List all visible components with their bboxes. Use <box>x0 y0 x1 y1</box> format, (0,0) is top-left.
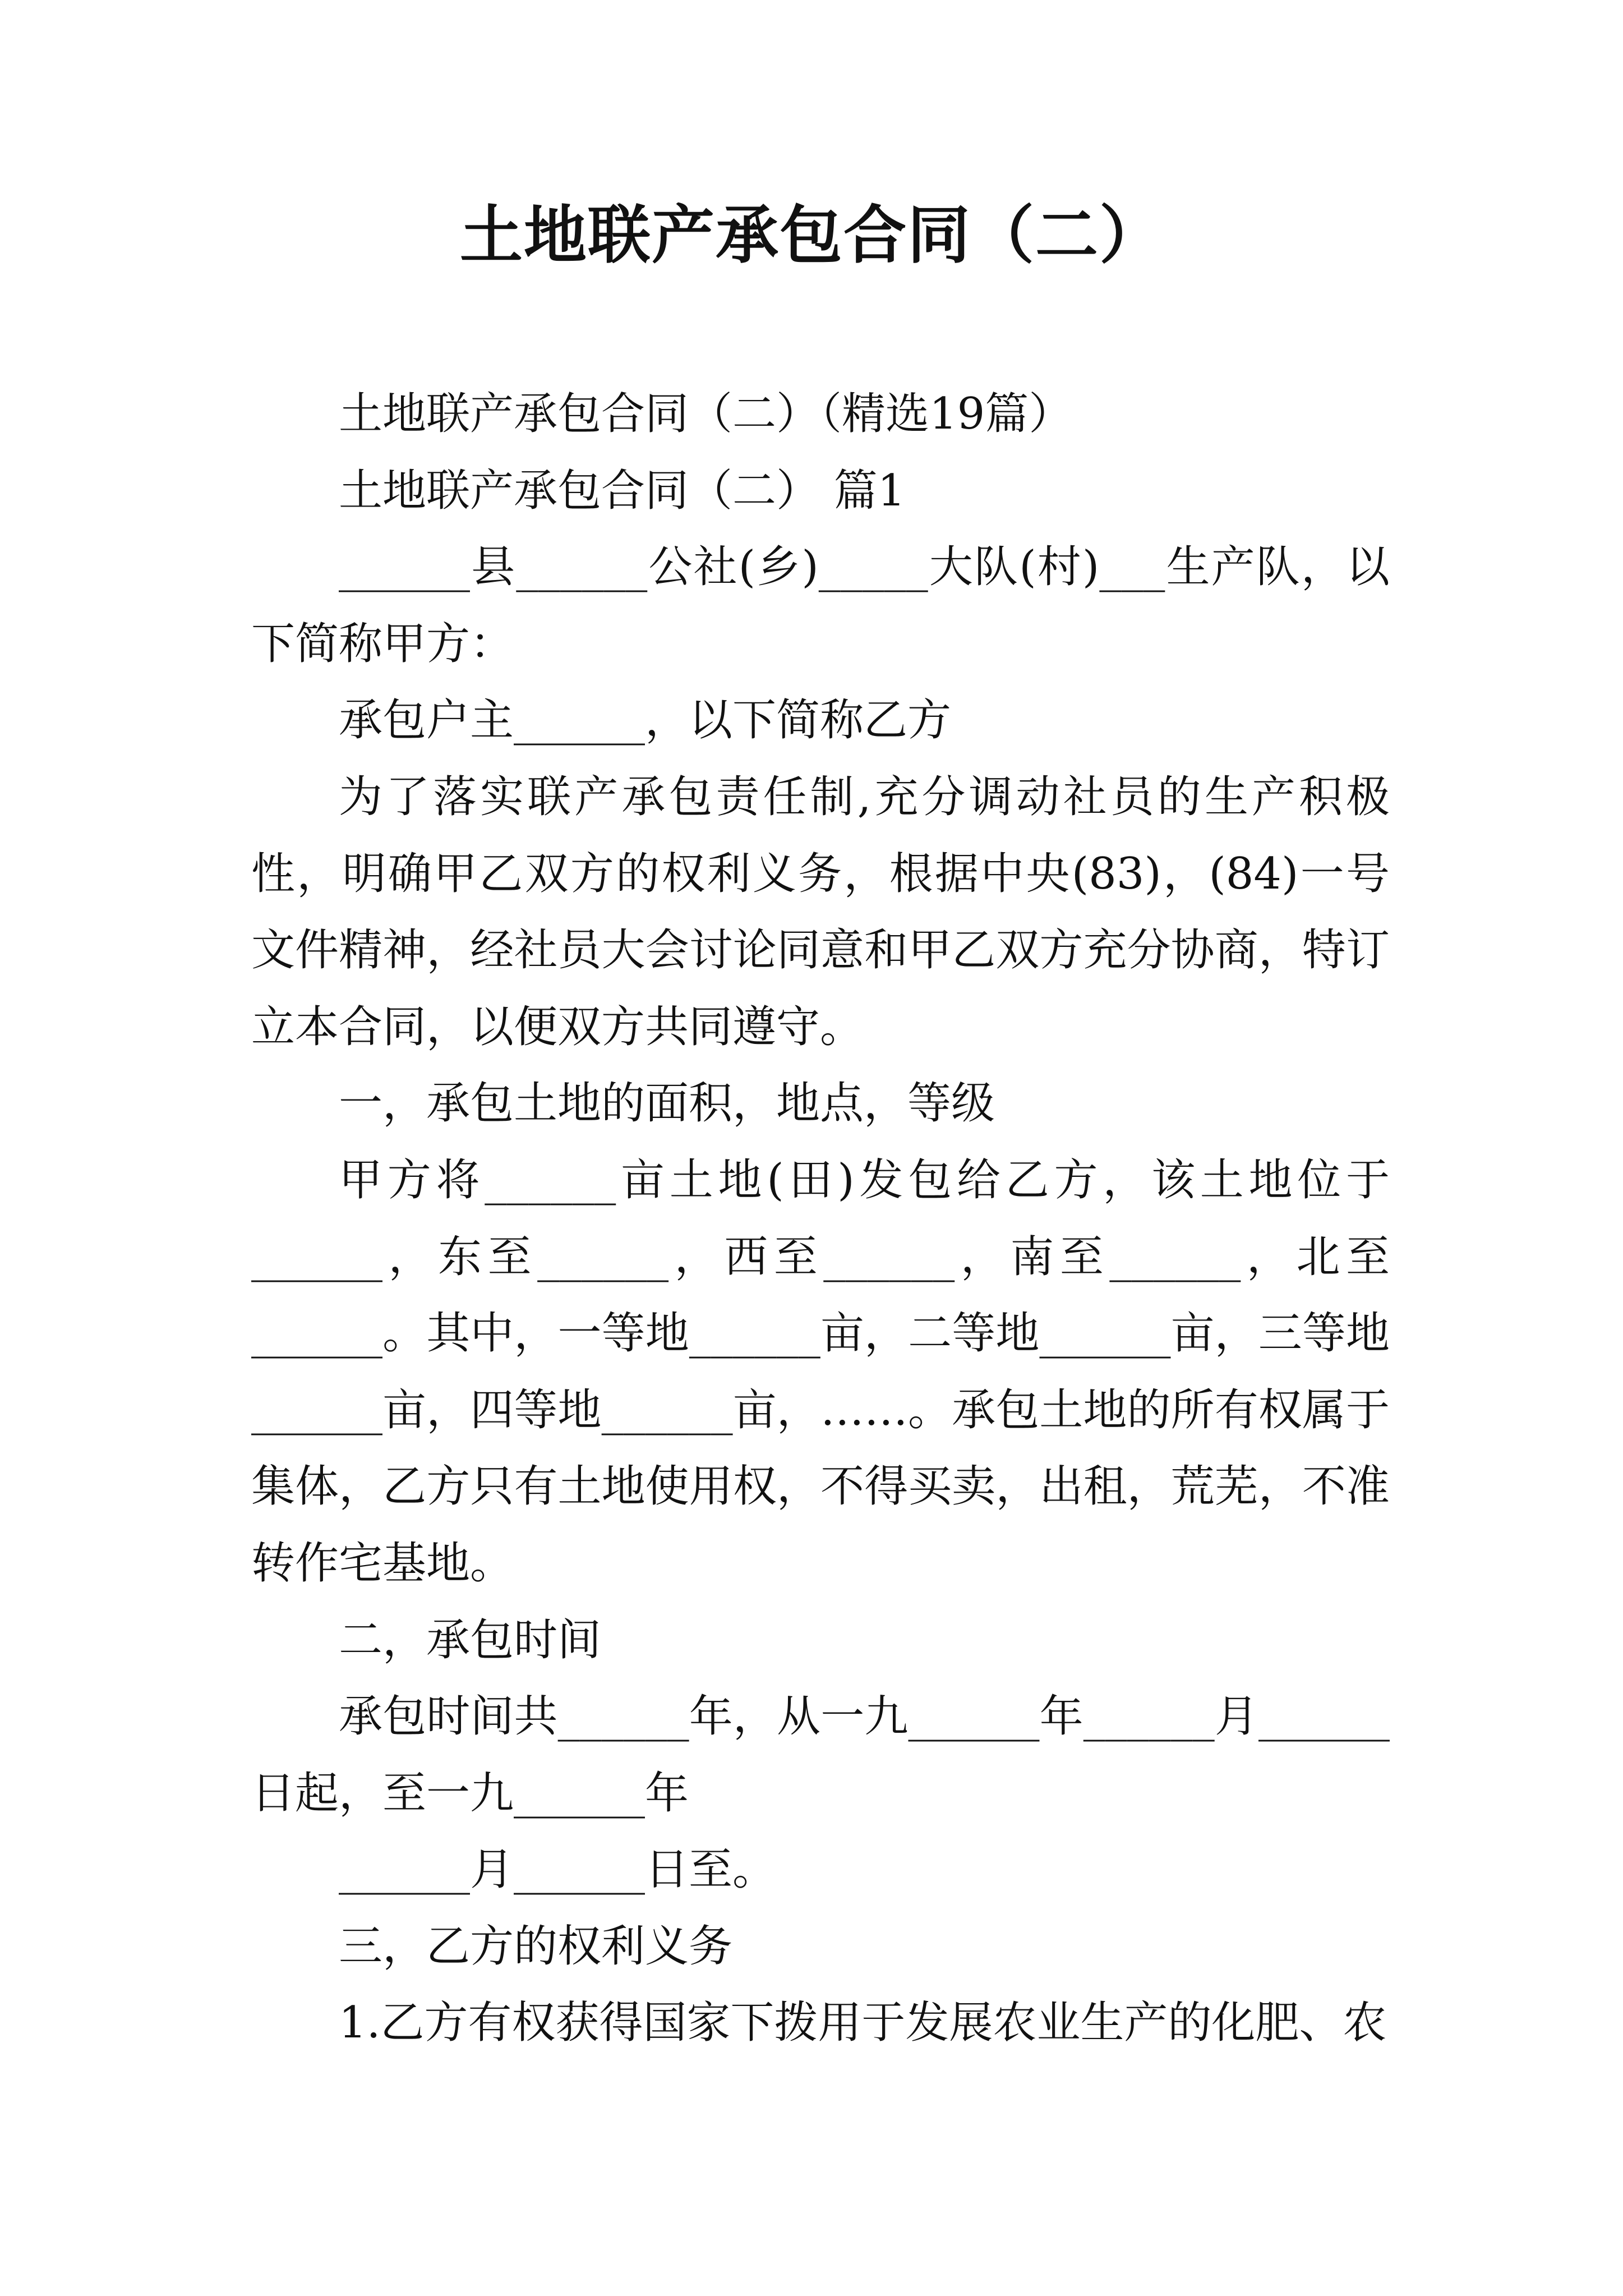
document-body <box>251 376 1390 2062</box>
paragraph-clause-2-end: ______月______日至。 <box>339 1844 777 1895</box>
paragraph-section-heading: 土地联产承包合同（二） 篇1 <box>339 465 906 516</box>
paragraph-preamble: 为了落实联产承包责任制,充分调动社员的生产积极性，明确甲乙双方的权利义务，根据中央(83)，(84)一号文件精神，经社员大会讨论同意和甲乙双方充分协商，特订立本合同，以便双方共同遵守。 <box>251 771 1390 1052</box>
paragraph-clause-1-heading: 一，承包土地的面积，地点，等级 <box>339 1078 995 1129</box>
document-title: 土地联产承包合同（二） <box>460 199 1163 272</box>
paragraph-clause-1-body: 甲方将______亩土地(田)发包给乙方，该土地位于______，东至______，西至______，南至______，北至______。其中，一等地______亩，二等地______亩，三等地______亩，四等地______亩，……。承包土地的所有权属于集体，乙方只有土地使用权，不得买卖，出租，荒芜，不准转作宅基地。 <box>251 1154 1390 1589</box>
paragraph-clause-3-item-1: 1.乙方有权获得国家下拨用于发展农业生产的化肥、农 <box>339 1998 1387 2049</box>
paragraph-party-b: 承包户主______，以下简称乙方 <box>339 695 952 746</box>
paragraph-party-a: ______县______公社(乡)_____大队(村)___生产队，以下简称甲方： <box>251 542 1390 669</box>
paragraph-clause-3-heading: 三，乙方的权利义务 <box>339 1921 733 1972</box>
paragraph-clause-2-heading: 二，承包时间 <box>339 1614 602 1665</box>
paragraph-clause-2-body: 承包时间共______年，从一九______年______月______日起，至一九______年 <box>251 1691 1390 1819</box>
paragraph-subtitle: 土地联产承包合同（二）（精选19篇） <box>339 389 1073 439</box>
